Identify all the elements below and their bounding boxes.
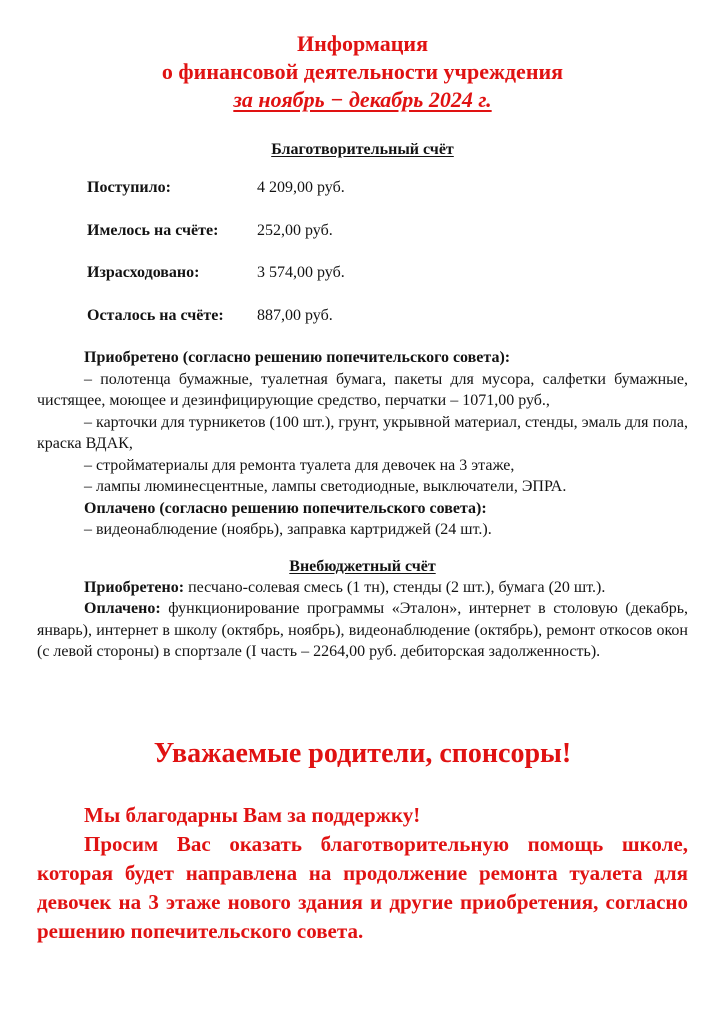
charity-acquired-item: – карточки для турникетов (100 шт.), грунт, укрывной материал, стенды, эмаль для пола, краска ВДАК, bbox=[37, 413, 688, 452]
charity-account-summary bbox=[37, 177, 688, 326]
row-remaining-label: Осталось на счёте: bbox=[87, 306, 224, 324]
extrabudget-acquired-text: песчано-солевая смесь (1 тн), стенды (2 шт.), бумага (20 шт.). bbox=[188, 578, 606, 596]
charity-acquired-item: – полотенца бумажные, туалетная бумага, пакеты для мусора, салфетки бумажные, чистящее, моющее и дезинфицирующие средство, перчатки – 1071,00 руб., bbox=[37, 370, 688, 409]
row-had-on-account bbox=[37, 220, 688, 242]
extrabudget-acquired-label: Приобретено: bbox=[84, 578, 185, 596]
charity-acquired-item: – лампы люминесцентные, лампы светодиодные, выключатели, ЭПРА. bbox=[84, 478, 567, 495]
charity-account-section bbox=[37, 139, 688, 541]
title-line-1: Информация bbox=[296, 31, 428, 56]
row-spent-label: Израсходовано: bbox=[87, 264, 200, 281]
row-remaining-value: 887,00 руб. bbox=[257, 306, 333, 324]
extrabudget-paid-text: функционирование программы «Эталон», интернет в столовую (декабрь, январь), интернет в школу (октябрь, ноябрь), видеонаблюдение (октябрь), ремонт откосов окон (с левой стороны) в спортзале (I часть – 2264,00 руб. дебиторская задолженность). bbox=[37, 600, 689, 660]
charity-acquired-heading: Приобретено (согласно решению попечительского совета): bbox=[84, 349, 511, 366]
row-remaining bbox=[37, 305, 688, 327]
document-title bbox=[37, 30, 688, 114]
extrabudget-acquired-paragraph bbox=[37, 577, 688, 599]
title-period: за ноябрь − декабрь 2024 г. bbox=[233, 87, 492, 112]
appeal-request: Просим Вас оказать благотворительную помощь школе, которая будет направлена на продолжение ремонта туалета для девочек на 3 этаже нового здания и другие приобретения, согласно решению попечительского совета. bbox=[37, 831, 688, 943]
row-spent bbox=[37, 262, 688, 284]
row-received bbox=[37, 177, 688, 199]
extrabudget-account-heading: Внебюджетный счёт bbox=[289, 557, 436, 575]
extrabudget-paid-label: Оплачено: bbox=[84, 600, 161, 617]
title-line-2: о финансовой деятельности учреждения bbox=[161, 59, 564, 84]
charity-paid-item: – видеонаблюдение (ноябрь), заправка картриджей (24 шт.). bbox=[84, 521, 492, 538]
charity-acquired-item: – стройматериалы для ремонта туалета для девочек на 3 этаже, bbox=[84, 456, 515, 474]
row-had-on-account-label: Имелось на счёте: bbox=[87, 221, 219, 239]
appeal-heading: Уважаемые родители, спонсоры! bbox=[153, 737, 572, 769]
appeal-thanks: Мы благодарны Вам за поддержку! bbox=[84, 802, 421, 827]
charity-paid-heading: Оплачено (согласно решению попечительского совета): bbox=[84, 499, 487, 517]
row-received-label: Поступило: bbox=[87, 179, 171, 196]
charity-account-heading: Благотворительный счёт bbox=[271, 141, 454, 158]
row-received-value: 4 209,00 руб. bbox=[257, 179, 345, 196]
appeal-block bbox=[37, 737, 688, 946]
row-had-on-account-value: 252,00 руб. bbox=[257, 221, 333, 239]
extrabudget-account-section bbox=[37, 556, 688, 663]
row-spent-value: 3 574,00 руб. bbox=[257, 264, 345, 281]
extrabudget-paid-paragraph bbox=[37, 598, 688, 663]
